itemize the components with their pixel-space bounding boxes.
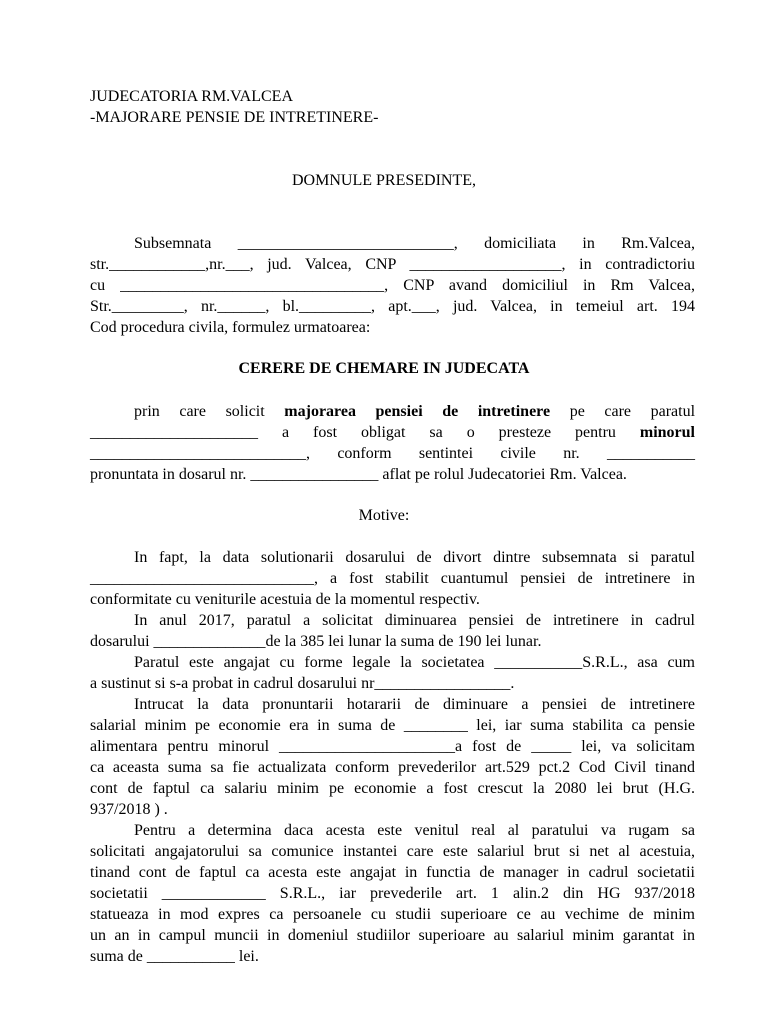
document-title: CERERE DE CHEMARE IN JUDECATA — [238, 360, 530, 377]
intro-line-3: cu _________________________________, CNP avand domiciliul in Rm Valcea, — [90, 277, 695, 294]
motives-line: solicitati angajatorului sa comunice instantei care este salariul brut si net al acestuia, — [90, 843, 695, 860]
motives-line: alimentara pentru minorul ______________________a fost de _____ lei, va solicitam — [90, 738, 695, 755]
intro-line-1: Subsemnata ___________________________, domiciliata in Rm.Valcea, — [134, 235, 695, 252]
motives-line: Intrucat la data pronuntarii hotararii de diminuare a pensiei de intretinere — [134, 696, 695, 713]
document-subject: -MAJORARE PENSIE DE INTRETINERE- — [90, 109, 379, 126]
court-name: JUDECATORIA RM.VALCEA — [90, 88, 293, 105]
request-text: _____________________ a fost obligat sa o presteze pentru — [90, 424, 640, 441]
motives-line: ____________________________, a fost stabilit cuantumul pensiei de intretinere in — [90, 570, 695, 587]
motives-line: a sustinut si s-a probat in cadrul dosarului nr_________________. — [90, 675, 515, 692]
motives-line: conformitate cu veniturile acestuia de la momentul respectiv. — [90, 591, 480, 608]
request-line-3: ___________________________, conform sentintei civile nr. ___________ — [90, 445, 695, 462]
request-text: pe care paratul — [550, 403, 696, 420]
salutation: DOMNULE PRESEDINTE, — [292, 172, 476, 189]
request-line-1 — [134, 401, 695, 422]
request-emphasis: majorarea pensiei de intretinere — [284, 403, 551, 420]
request-emphasis: minorul — [639, 424, 695, 441]
motives-line: salarial minim pe economie era in suma de ________ lei, iar suma stabilita ca pensie — [90, 717, 695, 734]
intro-line-5: Cod procedura civila, formulez urmatoarea: — [90, 319, 371, 336]
motives-line: In fapt, la data solutionarii dosarului de divort dintre subsemnata si paratul — [134, 549, 695, 566]
motives-line: dosarului ______________de la 385 lei lunar la suma de 190 lei lunar. — [90, 633, 542, 650]
motives-line: Paratul este angajat cu forme legale la societatea ___________S.R.L., asa cum — [134, 654, 695, 671]
motives-line: statueaza in mod expres ca persoanele cu studii superioare ce au vechime de minim — [90, 906, 695, 923]
motives-line: tinand cont de faptul ca acesta este angajat in functia de manager in cadrul societatii — [90, 864, 695, 881]
motives-line: cont de faptul ca salariu minim pe economie a fost crescut la 2080 lei brut (H.G. — [90, 780, 695, 797]
motives-heading: Motive: — [358, 507, 410, 524]
motives-line: ca aceasta suma sa fie actualizata conform prevederilor art.529 pct.2 Cod Civil tinand — [90, 759, 695, 776]
motives-line: un an in campul muncii in domeniul studiilor superioare au salariul minim garantat in — [90, 927, 695, 944]
motives-line: Pentru a determina daca acesta este venitul real al paratului va rugam sa — [134, 822, 695, 839]
request-line-2 — [90, 422, 695, 443]
intro-line-2: str.____________,nr.___, jud. Valcea, CNP ___________________, in contradictoriu — [90, 256, 695, 273]
motives-line: In anul 2017, paratul a solicitat diminuarea pensiei de intretinere in cadrul — [134, 612, 695, 629]
request-text: prin care solicit — [134, 403, 285, 420]
intro-line-4: Str._________, nr.______, bl._________, apt.___, jud. Valcea, in temeiul art. 194 — [90, 298, 695, 315]
motives-line: suma de ___________ lei. — [90, 948, 259, 965]
motives-line: 937/2018 ) . — [90, 801, 168, 818]
motives-line: societatii _____________ S.R.L., iar prevederile art. 1 alin.2 din HG 937/2018 — [90, 885, 695, 902]
request-line-4: pronuntata in dosarul nr. ________________ aflat pe rolul Judecatoriei Rm. Valcea. — [90, 466, 627, 483]
